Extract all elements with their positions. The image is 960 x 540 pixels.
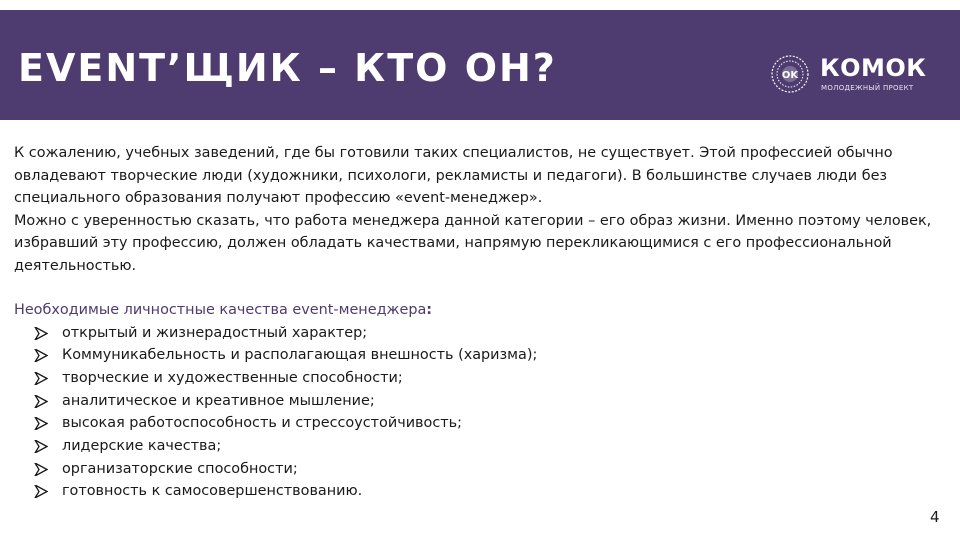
list-item: [34, 367, 944, 390]
paragraph-education: К сожалению, учебных заведений, где бы готовили таких специалистов, не существует. Этой профессией обычно овладевают творческие люди (художники, психологи, рекламисты и педагоги). В большинстве случаев люди без специального образования получают профессию «event-менеджер».: [14, 145, 893, 206]
arrowhead-bullet-icon: [34, 485, 48, 498]
slide-content: [14, 142, 944, 503]
paragraph-lifestyle: Можно с уверенностью сказать, что работа менеджера данной категории – его образ жизни. Именно поэтому человек, избравший эту профессию, должен обладать качествами, напрямую перекликающимися с его профессиональной деятельностью.: [14, 212, 932, 274]
list-item-text: открытый и жизнерадостный характер;: [62, 324, 368, 341]
list-item: [34, 390, 944, 413]
logo-emblem-text: OK: [781, 70, 799, 81]
arrowhead-bullet-icon: [34, 327, 48, 340]
arrowhead-bullet-icon: [34, 417, 48, 430]
list-item-text: организаторские способности;: [62, 460, 298, 477]
arrowhead-bullet-icon: [34, 349, 48, 362]
list-item: [34, 435, 944, 458]
spacer: [14, 277, 944, 299]
list-item-text: творческие и художественные способности;: [62, 369, 403, 386]
list-item: [34, 344, 944, 367]
qualities-heading: [14, 299, 944, 322]
list-item-text: аналитическое и креативное мышление;: [62, 392, 375, 409]
list-item: [34, 458, 944, 481]
logo-subtitle: МОЛОДЕЖНЫЙ ПРОЕКТ: [821, 84, 914, 92]
list-item: [34, 322, 944, 345]
qualities-heading-colon: :: [426, 302, 433, 318]
logo-emblem-icon: [770, 54, 810, 94]
page-number: 4: [930, 508, 940, 526]
arrowhead-bullet-icon: [34, 395, 48, 408]
list-item-text: лидерские качества;: [62, 438, 222, 455]
list-item-text: готовность к самосовершенствованию.: [62, 483, 363, 500]
list-item-text: высокая работоспособность и стрессоустойчивость;: [62, 415, 462, 432]
list-item: [34, 480, 944, 503]
arrowhead-bullet-icon: [34, 463, 48, 476]
title-banner: [0, 10, 960, 120]
arrowhead-bullet-icon: [34, 440, 48, 453]
qualities-list: [14, 322, 944, 504]
slide-title: EVENT’ЩИК – КТО ОН?: [18, 46, 557, 90]
list-item-text: Коммуникабельность и располагающая внешность (харизма);: [62, 347, 538, 364]
logo-name: КОМОК: [820, 54, 927, 82]
qualities-heading-text: Необходимые личностные качества event-менеджера: [14, 302, 427, 318]
list-item: [34, 412, 944, 435]
arrowhead-bullet-icon: [34, 372, 48, 385]
